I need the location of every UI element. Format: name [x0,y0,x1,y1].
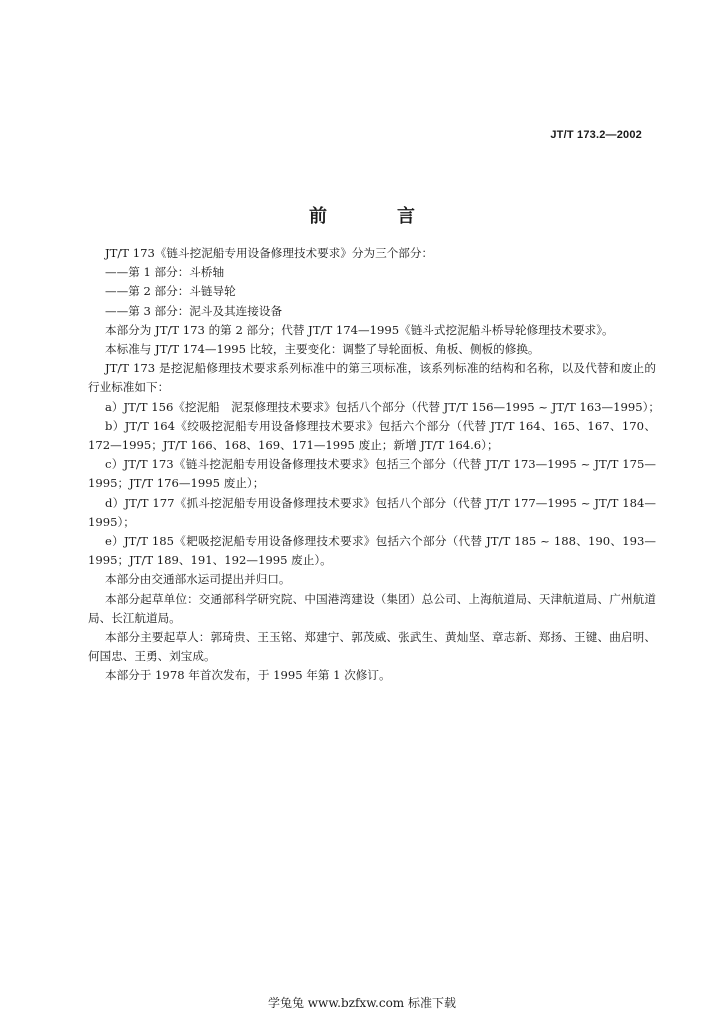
series-item-d: d）JT/T 177《抓斗挖泥船专用设备修理技术要求》包括八个部分（代替 JT/T 177—1995 ~ JT/T 184—1995）； [88,495,656,529]
paragraph-series: JT/T 173 是挖泥船修理技术要求系列标准中的第三项标准，该系列标准的结构和名称，以及代替和废止的行业标准如下： [88,361,656,395]
footer-watermark: 学兔兔 www.bzfxw.com 标准下载 [267,996,457,1010]
series-item-a: a）JT/T 156《挖泥船 泥泵修理技术要求》包括八个部分（代替 JT/T 156—1995 ~ JT/T 163—1995）； [105,399,661,414]
section-title: 前 言 [309,206,441,227]
paragraph-replacement: 本部分为 JT/T 173 的第 2 部分；代替 JT/T 174—1995《链斗式挖泥船斗桥导轮修理技术要求》。 [105,322,614,337]
series-item-c: c）JT/T 173《链斗挖泥船专用设备修理技术要求》包括三个部分（代替 JT/T 173—1995 ~ JT/T 175—1995；JT/T 176—1995 废止）； [88,457,656,491]
paragraph-intro: JT/T 173《链斗挖泥船专用设备修理技术要求》分为三个部分： [105,246,434,260]
paragraph-drafting-units: 本部分起草单位：交通部科学研究院、中国港湾建设（集团）总公司、上海航道局、天津航道局、广州航道局、长江航道局。 [88,591,656,625]
paragraph-proposer: 本部分由交通部水运司提出并归口。 [105,572,291,587]
part-list-item: ——第 1 部分：斗桥轴 [105,265,225,280]
series-item-e: e）JT/T 185《耙吸挖泥船专用设备修理技术要求》包括六个部分（代替 JT/T 185 ~ 188、190、193—1995；JT/T 189、191、192—1995 废止）。 [88,534,656,568]
paragraph-drafters: 本部分主要起草人：郭琦贵、王玉铭、郑建宁、郭茂威、张武生、黄灿坚、章志新、郑扬、王键、曲启明、何国忠、王勇、刘宝成。 [88,630,656,664]
part-list-item: ——第 3 部分：泥斗及其连接设备 [105,303,283,318]
foreword-body [88,244,661,686]
paragraph-changes: 本标准与 JT/T 174—1995 比较，主要变化：调整了导轮面板、角板、侧板的修换。 [105,342,540,357]
paragraph-history: 本部分于 1978 年首次发布，于 1995 年第 1 次修订。 [105,668,391,683]
series-item-b: b）JT/T 164《绞吸挖泥船专用设备修理技术要求》包括六个部分（代替 JT/T 164、165、167、170、172—1995；JT/T 166、168、169、171—1995 废止；新增 JT/T 164.6）； [88,418,656,453]
part-list-item: ——第 2 部分：斗链导轮 [105,284,236,299]
standard-code: JT/T 173.2—2002 [550,129,642,141]
